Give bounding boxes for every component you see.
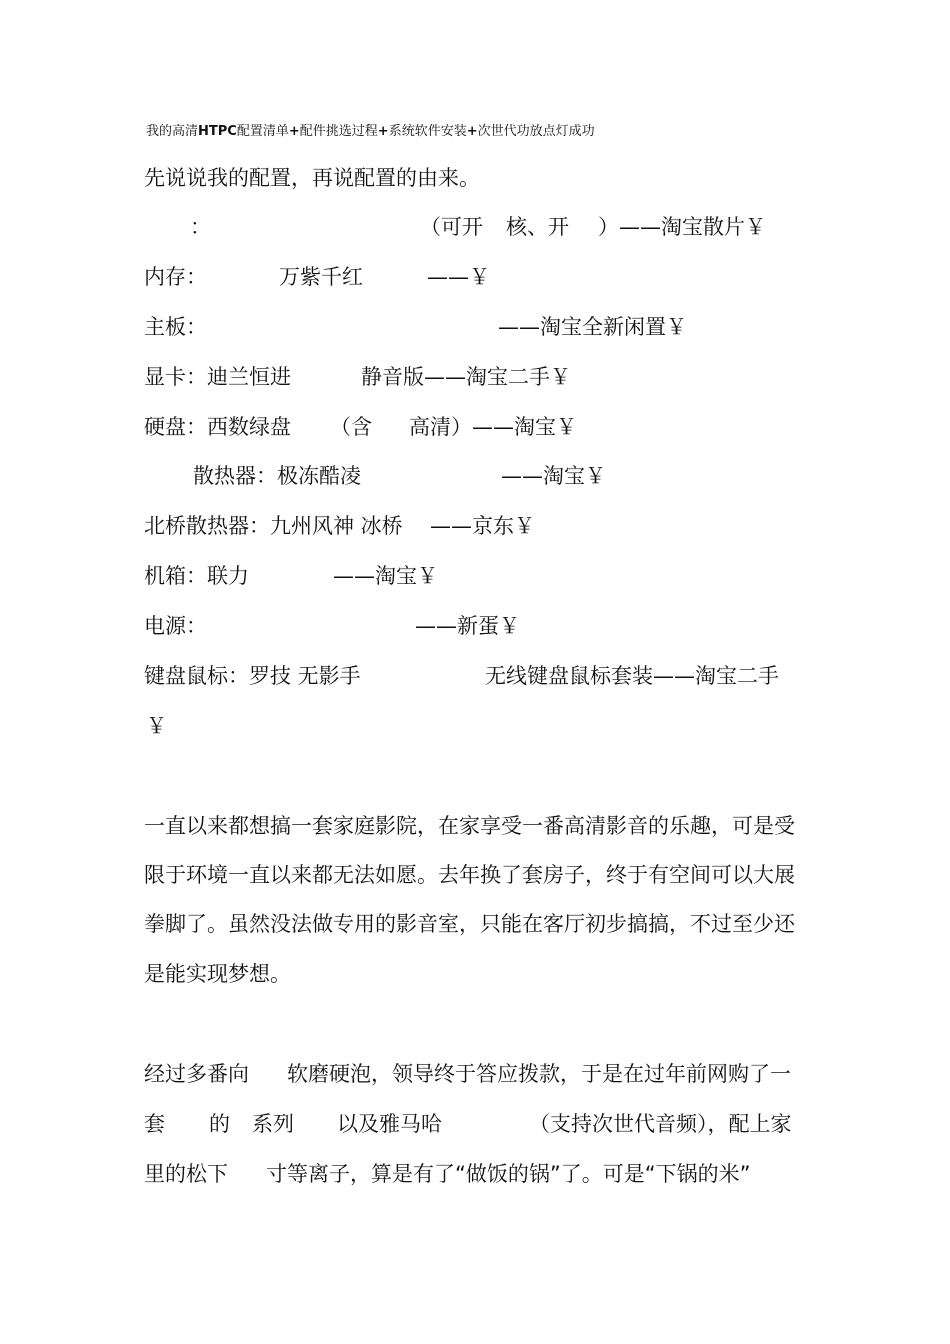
cpu-part-b: （可开 — [420, 215, 483, 239]
title-text-3: 配件挑选过程 — [299, 124, 378, 139]
hdd-label: 硬盘：西数绿盘 — [144, 415, 291, 439]
title-plus-1: + — [288, 124, 300, 139]
kb-price: 无线键盘鼠标套装——淘宝二手 — [485, 664, 779, 688]
cpu-part-d: ）——淘宝散片￥ — [598, 215, 766, 239]
title-text-1: 我的高清 — [146, 124, 199, 139]
ram-brand: 万紫千红 — [279, 265, 363, 289]
title-text-2: 配置清单 — [236, 124, 289, 139]
title-plus-3: + — [466, 124, 478, 139]
cooler-label: 散热器：极冻酷凌 — [193, 464, 361, 488]
gpu-price: 静音版——淘宝二手￥ — [361, 365, 571, 389]
document-title — [146, 120, 595, 139]
para1-line4: 是能实现梦想。 — [144, 962, 291, 986]
kb-yen: ￥ — [146, 714, 167, 738]
board-price: ——淘宝全新闲置￥ — [498, 315, 687, 339]
ram-label: 内存： — [144, 265, 207, 289]
case-label: 机箱：联力 — [144, 564, 249, 588]
psu-label: 电源： — [144, 614, 207, 638]
title-htpc: HTPC — [198, 124, 237, 139]
cpu-part-c: 核、开 — [506, 215, 569, 239]
para1-line3: 拳脚了。虽然没法做专用的影音室，只能在客厅初步搞搞，不过至少还 — [144, 912, 795, 936]
hdd-part-b: （含 — [330, 415, 372, 439]
title-text-4: 系统软件安装 — [388, 124, 467, 139]
hdd-part-c: 高清）——淘宝￥ — [409, 415, 577, 439]
title-text-5: 次世代功放点灯成功 — [477, 124, 595, 139]
gpu-label: 显卡：迪兰恒进 — [144, 365, 291, 389]
intro-line: 先说说我的配置，再说配置的由来。 — [144, 166, 480, 190]
para2-l2-b: 的 — [209, 1112, 230, 1136]
para2-l2-a: 套 — [144, 1112, 165, 1136]
ram-price: ——￥ — [427, 265, 490, 289]
kb-label: 键盘鼠标：罗技 无影手 — [144, 664, 361, 688]
para2-l3-a: 里的松下 — [144, 1162, 228, 1186]
title-plus-2: + — [377, 124, 389, 139]
para2-l1-a: 经过多番向 — [144, 1062, 249, 1086]
board-label: 主板： — [144, 315, 207, 339]
cpu-colon: ： — [190, 215, 211, 239]
para2-l2-c: 系列 — [252, 1112, 294, 1136]
case-price: ——淘宝￥ — [333, 564, 438, 588]
para2-l1-b: 软磨硬泡，领导终于答应拨款，于是在过年前网购了一 — [287, 1062, 791, 1086]
psu-price: ——新蛋￥ — [415, 614, 520, 638]
nb-price: ——京东￥ — [430, 514, 535, 538]
para2-l2-d: 以及雅马哈 — [337, 1112, 442, 1136]
cooler-price: ——淘宝￥ — [501, 464, 606, 488]
nb-label: 北桥散热器：九州风神 冰桥 — [144, 514, 403, 538]
para2-l3-b: 寸等离子，算是有了“做饭的锅”了。可是“下锅的米” — [266, 1162, 751, 1186]
para1-line2: 限于环境一直以来都无法如愿。去年换了套房子，终于有空间可以大展 — [144, 863, 795, 887]
para2-l2-e: （支持次世代音频），配上家 — [529, 1112, 792, 1136]
para1-line1: 一直以来都想搞一套家庭影院，在家享受一番高清影音的乐趣，可是受 — [144, 814, 795, 838]
